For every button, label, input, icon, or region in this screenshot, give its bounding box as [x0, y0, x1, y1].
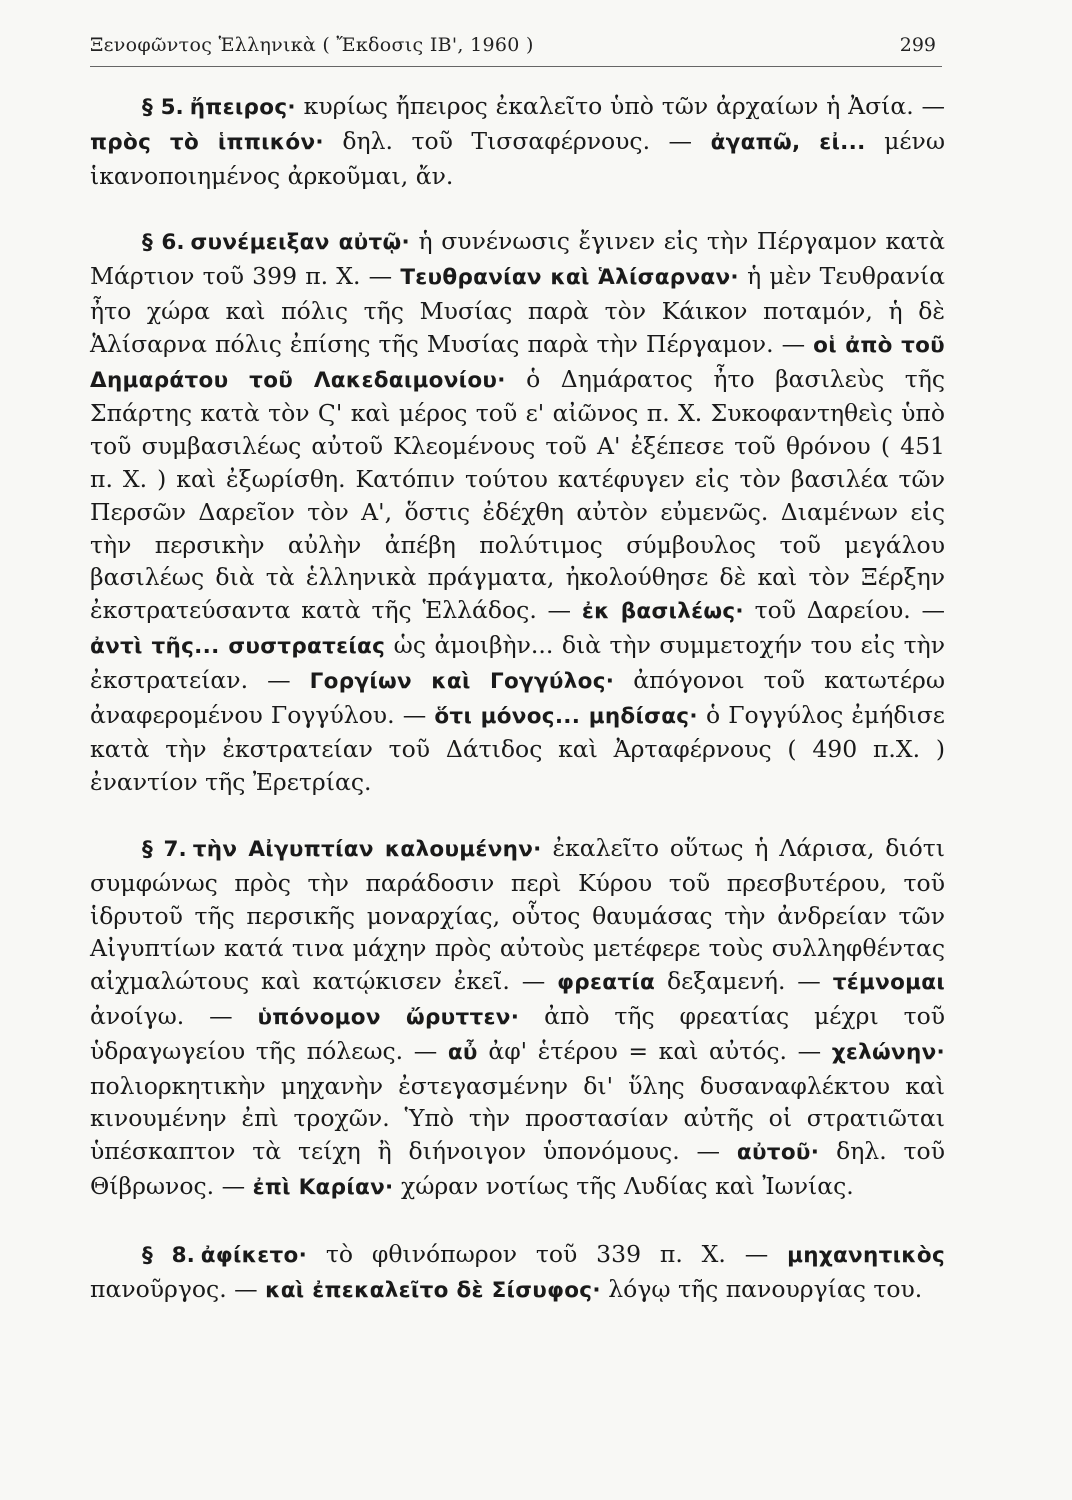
gloss-text: μένω ἱκανοποιημένος ἀρκοῦμαι, ἄν.	[90, 126, 945, 190]
gloss-text: χώραν νοτίως τῆς Λυδίας καὶ Ἰωνίας.	[393, 1171, 854, 1200]
gloss-text: κυρίως ἤπειρος ἐκαλεῖτο ὑπὸ τῶν ἀρχαίων ἡ Ἀσία. —	[295, 92, 945, 120]
running-title: Ξενοφῶντος Ἑλληνικὰ ( Ἔκδοσις ΙΒ', 1960 )	[90, 34, 534, 56]
page-number: 299	[899, 34, 936, 56]
gloss-text: δηλ. τοῦ Τισσαφέρνους. —	[323, 126, 711, 155]
section-marker: § 8.	[142, 1242, 195, 1268]
lemma: Τευθρανίαν καὶ Ἁλίσαρναν·	[400, 265, 739, 291]
lemma: ἀγαπῶ, εἰ...	[710, 129, 866, 155]
lemma: ὑπόνομον ὤρυττεν·	[257, 1004, 520, 1030]
section-marker: § 7.	[142, 836, 187, 862]
gloss-text: ἀπόγονοι τοῦ κατωτέρω ἀναφερομένου Γογγύλου. —	[90, 665, 945, 729]
gloss-text: δεξαμενή. —	[655, 967, 833, 996]
lemma: ἐπὶ Καρίαν·	[252, 1174, 394, 1200]
gloss-text: πανοῦργος. —	[90, 1274, 266, 1303]
section-8	[90, 1238, 945, 1308]
gloss-text: ἀφ' ἑτέρου = καὶ αὐτός. —	[477, 1036, 832, 1065]
lemma: ἤπειρος·	[189, 95, 296, 120]
lemma: πρὸς τὸ ἱππικόν·	[90, 129, 324, 155]
lemma: συνέμειξαν αὐτῷ·	[190, 230, 410, 256]
lemma: τὴν Αἰγυπτίαν καλουμένην·	[192, 836, 542, 862]
lemma: καὶ ἐπεκαλεῖτο δὲ Σίσυφος·	[265, 1277, 601, 1303]
gloss-text: ἡ συνένωσις ἔγινεν εἰς τὴν Πέργαμον κατὰ Μάρτιον τοῦ 399 π. Χ. —	[90, 227, 945, 291]
lemma: φρεατία	[557, 970, 656, 996]
lemma: οἱ ἀπὸ τοῦ Δημαράτου τοῦ Λακεδαιμονίου·	[90, 332, 945, 393]
gloss-text: ἐκαλεῖτο οὕτως ἡ Λάρισα, διότι συμφώνως πρὸς τὴν παράδοσιν περὶ Κύρου τοῦ πρεσβυτέρου, τοῦ ἱδρυτοῦ τῆς περσικῆς μοναρχίας, οὗτος θαυμάσας τὴν ἀνδρείαν τῶν Αἰγυπτίων κατά τινα μάχην πρὸς αὐτοὺς μετέφερε τοὺς συλληφθέντας αἰχμαλώτους καὶ κατῴκισεν ἐκεῖ. —	[90, 833, 945, 996]
gloss-text: τὸ φθινόπωρον τοῦ 339 π. Χ. —	[307, 1239, 788, 1268]
lemma: ἀντὶ τῆς... συστρατείας	[90, 633, 386, 659]
lemma: αὐτοῦ·	[736, 1140, 820, 1166]
gloss-text: ὡς ἀμοιβὴν... διὰ τὴν συμμετοχήν του εἰς τὴν ἐκστρατείαν. —	[90, 630, 945, 694]
gloss-text: ἡ μὲν Τευθρανία ἦτο χώρα καὶ πόλις τῆς Μυσίας παρὰ τὸν Κάικον ποταμόν, ἡ δὲ Ἁλίσαρνα πόλις ἐπίσης τῆς Μυσίας παρὰ τὴν Πέργαμον. —	[90, 262, 946, 358]
gloss-text: ὁ Γογγύλος ἐμήδισε κατὰ τὴν ἐκστρατείαν τοῦ Δάτιδος καὶ Ἀρταφέρνους ( 490 π.Χ. ) ἐναντίον τῆς Ἐρετρίας.	[90, 700, 945, 797]
lemma: αὖ	[447, 1039, 478, 1065]
gloss-text: ἀνοίγω. —	[90, 1001, 258, 1030]
section-6	[90, 225, 945, 799]
section-marker: § 6.	[142, 230, 185, 256]
section-5	[90, 90, 945, 192]
lemma: χελώνην·	[831, 1039, 945, 1065]
lemma: ἐκ βασιλέως·	[581, 599, 744, 625]
gloss-text: πολιορκητικὴν μηχανὴν ἐστεγασμένην δι' ὕλης δυσαναφλέκτου καὶ κινουμένην ἐπὶ τροχῶν. Ὑπὸ τὴν προστασίαν αὐτῆς οἱ στρατιῶται ὑπέσκαπτον τὰ τείχη ἢ διήνοιγον ὑπονόμους. —	[90, 1071, 945, 1166]
section-7	[90, 832, 945, 1205]
lemma: Γοργίων καὶ Γογγύλος·	[309, 668, 615, 694]
lemma: ἀφίκετο·	[200, 1242, 308, 1268]
commentary-body	[90, 90, 945, 1307]
section-marker: § 5.	[142, 95, 184, 120]
page-header	[90, 34, 942, 64]
gloss-text: λόγῳ τῆς πανουργίας του.	[600, 1274, 923, 1303]
lemma: τέμνομαι	[832, 970, 946, 996]
gloss-text: τοῦ Δαρείου. —	[743, 596, 945, 625]
lemma: μηχανητικὸς	[787, 1242, 945, 1268]
header-rule	[90, 66, 942, 67]
gloss-text: δηλ. τοῦ Θίβρωνος. —	[90, 1137, 945, 1200]
gloss-text: ὁ Δημάρατος ἦτο βασιλεὺς τῆς Σπάρτης κατὰ τὸν Ϛ' καὶ μέρος τοῦ ε' αἰῶνος π. Χ. Συκοφαντηθεὶς ὑπὸ τοῦ συμβασιλέως αὐτοῦ Κλεομένους τοῦ Α' ἐξέπεσε τοῦ θρόνου ( 451 π. Χ. ) καὶ ἐξωρίσθη. Κατόπιν τούτου κατέφυγεν εἰς τὸν βασιλέα τῶν Περσῶν Δαρεῖον τὸν Α', ὅστις ἐδέχθη αὐτὸν εὐμενῶς. Διαμένων εἰς τὴν περσικὴν αὐλὴν ἀπέβη πολύτιμος σύμβουλος τοῦ μεγάλου βασιλέως διὰ τὰ ἑλληνικὰ πράγματα, ἠκολούθησε δὲ καὶ τὸν Ξέρξην ἐκστρατεύσαντα κατὰ τῆς Ἑλλάδος. —	[90, 364, 945, 625]
lemma: ὅτι μόνος... μηδίσας·	[434, 703, 698, 729]
gloss-text: ἀπὸ τῆς φρεατίας μέχρι τοῦ ὑδραγωγείου τῆς πόλεως. —	[90, 1001, 946, 1065]
